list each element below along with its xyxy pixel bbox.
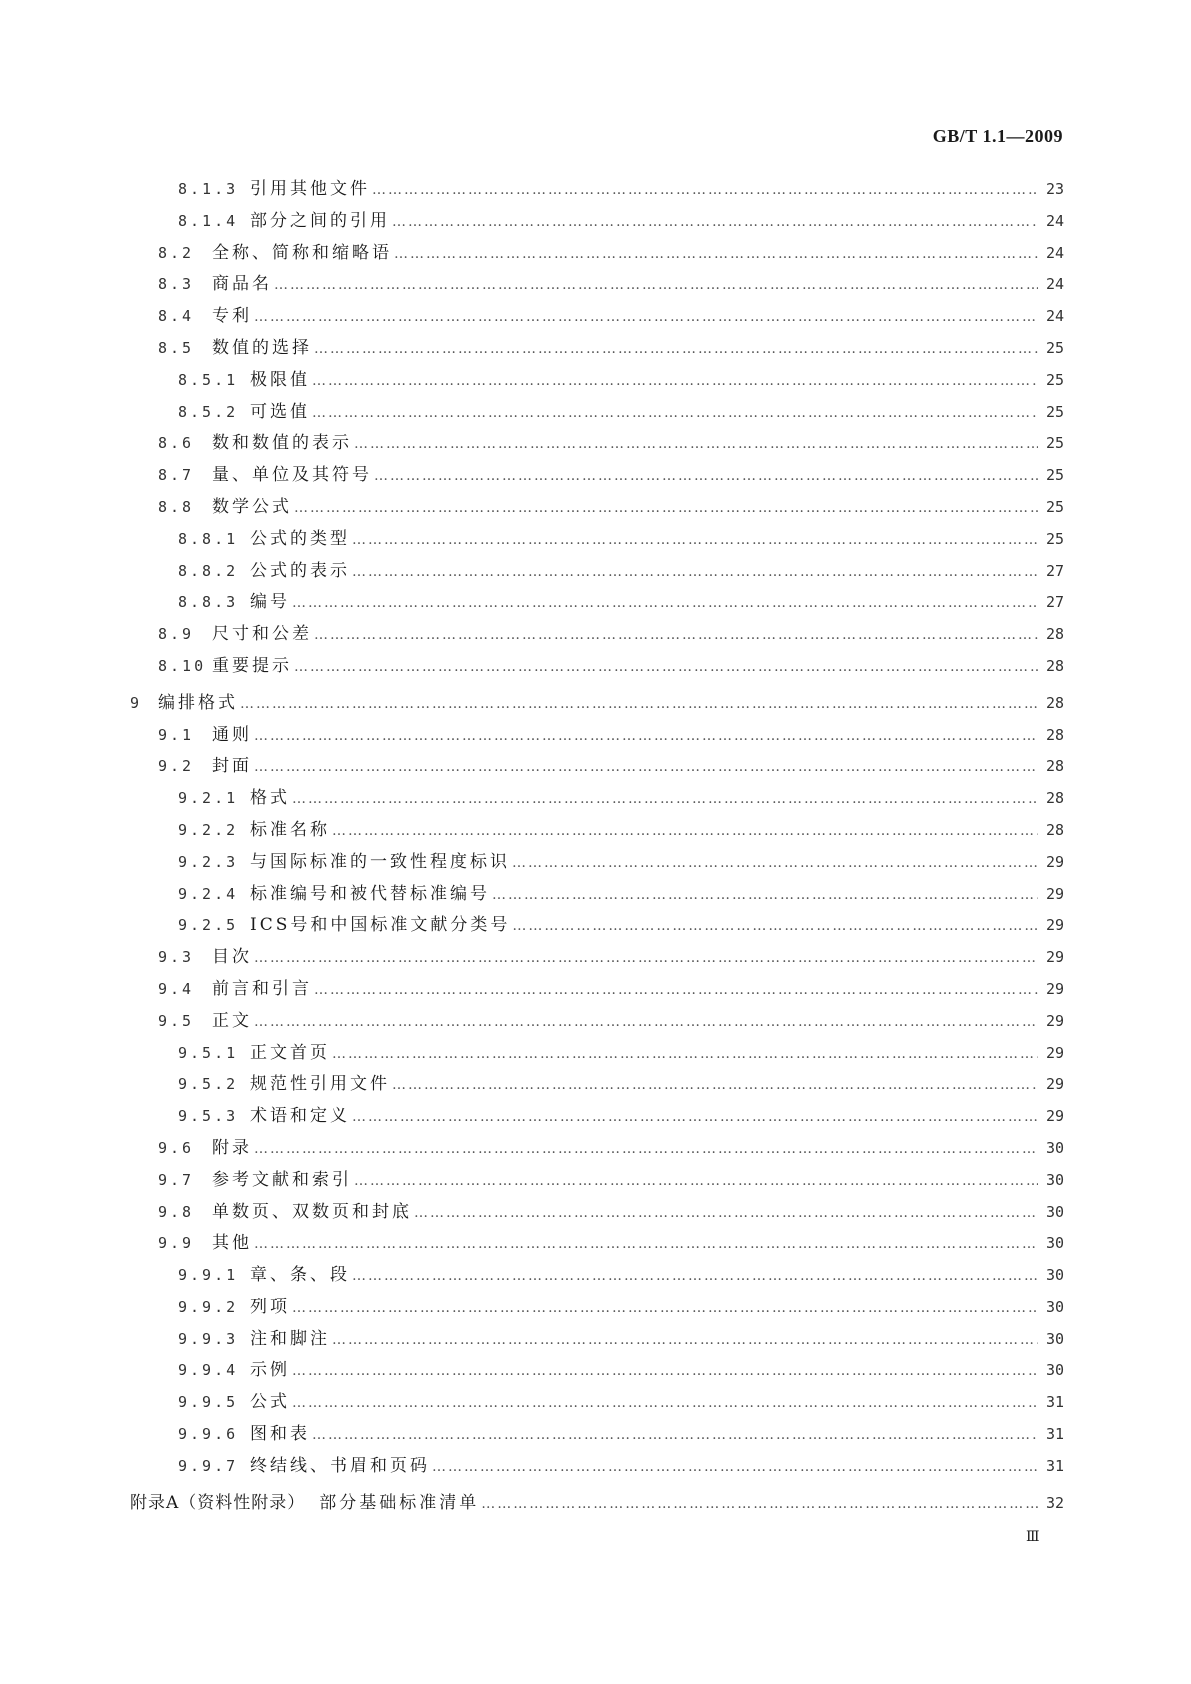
toc-entry-number: 8.9	[158, 625, 195, 644]
dot-leader	[432, 1457, 1038, 1477]
toc-entry-title: 注和脚注	[250, 1328, 330, 1349]
toc-entry-page: 28	[1045, 757, 1064, 776]
toc-entry-title: 极限值	[250, 369, 310, 390]
toc-entry[interactable]	[130, 693, 1064, 725]
toc-entry[interactable]	[130, 370, 1064, 402]
dot-leader	[374, 466, 1038, 486]
toc-entry-page: 27	[1045, 561, 1064, 580]
toc-entry[interactable]	[130, 1202, 1064, 1234]
toc-entry-title: 重要提示	[212, 655, 292, 676]
dot-leader	[512, 853, 1038, 873]
toc-entry[interactable]	[130, 852, 1064, 884]
toc-entry-title: 封面	[212, 756, 252, 777]
toc-entry-page: 29	[1045, 852, 1064, 871]
toc-entry-number: 9.8	[158, 1202, 195, 1221]
dot-leader	[512, 916, 1038, 936]
dot-leader	[314, 980, 1038, 1000]
toc-entry[interactable]	[130, 497, 1064, 529]
toc-entry-page: 29	[1045, 1043, 1064, 1062]
toc-entry[interactable]	[130, 1265, 1064, 1297]
toc-entry[interactable]	[130, 561, 1064, 593]
toc-entry-page: 25	[1045, 402, 1064, 421]
toc-entry-number: 9.2.3	[178, 852, 239, 871]
toc-entry-title: 可选值	[250, 401, 310, 422]
toc-entry-page: 29	[1045, 1011, 1064, 1030]
toc-entry-page: 28	[1045, 789, 1064, 808]
toc-entry[interactable]	[130, 338, 1064, 370]
toc-entry-page: 25	[1045, 338, 1064, 357]
toc-entry-title: 示例	[250, 1360, 290, 1381]
toc-entry[interactable]	[130, 1074, 1064, 1106]
toc-entry-title: 前言和引言	[212, 978, 312, 999]
toc-entry-page: 30	[1045, 1170, 1064, 1189]
toc-entry[interactable]	[130, 947, 1064, 979]
toc-entry-page: 29	[1045, 1107, 1064, 1126]
dot-leader	[332, 821, 1038, 841]
toc-entry[interactable]	[130, 1424, 1064, 1456]
dot-leader	[312, 371, 1038, 391]
dot-leader	[274, 275, 1038, 295]
toc-entry-number: 8.8.3	[178, 593, 239, 612]
toc-entry-number: 9	[130, 693, 143, 712]
toc-entry[interactable]	[130, 820, 1064, 852]
toc-entry[interactable]	[130, 1106, 1064, 1138]
toc-entry-number: 8.8.2	[178, 561, 239, 580]
toc-entry-number: 9.2.2	[178, 820, 239, 839]
dot-leader	[254, 726, 1038, 746]
toc-entry-number: 9.9.5	[178, 1393, 239, 1412]
appendix-label: 附录A（资料性附录）	[130, 1492, 306, 1513]
toc-entry[interactable]	[130, 1392, 1064, 1424]
toc-entry-title: 尺寸和公差	[212, 624, 312, 645]
toc-entry-page: 25	[1045, 466, 1064, 485]
toc-entry-page: 29	[1045, 948, 1064, 967]
toc-entry-page: 29	[1045, 916, 1064, 935]
toc-entry[interactable]	[130, 465, 1064, 497]
toc-entry-title: 量、单位及其符号	[212, 465, 372, 486]
toc-entry-title: 全称、简称和缩略语	[212, 242, 392, 263]
toc-entry-title: 章、条、段	[250, 1265, 350, 1286]
toc-entry[interactable]	[130, 529, 1064, 561]
toc-entry-page: 27	[1045, 593, 1064, 612]
toc-entry[interactable]	[130, 1043, 1064, 1075]
toc-entry-title: 规范性引用文件	[250, 1074, 390, 1095]
toc-entry-page: 31	[1045, 1393, 1064, 1412]
toc-entry[interactable]	[130, 274, 1064, 306]
toc-entry-number: 8.1.4	[178, 211, 239, 230]
toc-entry-number: 9.4	[158, 979, 195, 998]
appendix-page: 32	[1045, 1493, 1064, 1512]
toc-entry-number: 9.2	[158, 757, 195, 776]
dot-leader	[414, 1203, 1038, 1223]
toc-entry[interactable]	[130, 1456, 1064, 1488]
dot-leader	[292, 1361, 1038, 1381]
toc-entry[interactable]	[130, 624, 1064, 656]
dot-leader	[392, 1075, 1038, 1095]
toc-entry-number: 9.9.6	[178, 1425, 239, 1444]
toc-entry-number: 9.5.2	[178, 1075, 239, 1094]
toc-entry[interactable]	[130, 306, 1064, 338]
toc-entry[interactable]	[130, 756, 1064, 788]
toc-entry-number: 9.9.1	[178, 1266, 239, 1285]
toc-entry[interactable]	[130, 1170, 1064, 1202]
toc-entry-page: 28	[1045, 820, 1064, 839]
toc-entry-number: 9.1	[158, 725, 195, 744]
toc-entry-number: 8.5.1	[178, 370, 239, 389]
toc-entry-number: 8.6	[158, 434, 195, 453]
toc-entry-title: ICS号和中国标准文献分类号	[250, 915, 511, 936]
dot-leader	[254, 948, 1038, 968]
toc-entry-page: 23	[1045, 180, 1064, 198]
toc-entry-page: 25	[1045, 370, 1064, 389]
toc-entry-title: 商品名	[212, 274, 272, 295]
dot-leader	[294, 498, 1038, 518]
toc-entry-page: 30	[1045, 1138, 1064, 1157]
toc-entry-page: 30	[1045, 1297, 1064, 1316]
dot-leader	[254, 1012, 1038, 1032]
toc-entry-page: 30	[1045, 1202, 1064, 1221]
toc-entry-title: 公式	[250, 1392, 290, 1413]
toc-entry-page: 29	[1045, 1075, 1064, 1094]
toc-entry-number: 9.9.2	[178, 1297, 239, 1316]
dot-leader	[352, 562, 1038, 582]
toc-entry-number: 9.2.1	[178, 789, 239, 808]
toc-entry-number: 9.5.3	[178, 1107, 239, 1126]
toc-entry-title: 术语和定义	[250, 1106, 350, 1127]
toc-entry-page: 24	[1045, 307, 1064, 326]
toc-entry-title: 引用其他文件	[250, 179, 370, 199]
toc-entry[interactable]	[130, 179, 1064, 211]
toc-entry-title: 正文首页	[250, 1042, 330, 1063]
toc-entry-number: 9.7	[158, 1170, 195, 1189]
toc-entry[interactable]	[130, 1011, 1064, 1043]
toc-entry-page: 24	[1045, 275, 1064, 294]
dot-leader	[352, 1107, 1038, 1127]
toc-entry-title: 列项	[250, 1296, 290, 1317]
toc-entry-page: 25	[1045, 529, 1064, 548]
toc-entry-page: 28	[1045, 725, 1064, 744]
toc-entry-number: 8.2	[158, 243, 195, 262]
toc-entry-number: 9.2.5	[178, 916, 239, 935]
toc-entry-number: 9.5	[158, 1011, 195, 1030]
dot-leader	[354, 434, 1038, 454]
dot-leader	[254, 307, 1038, 327]
toc-entry-title: 公式的表示	[250, 560, 350, 581]
dot-leader	[292, 1393, 1038, 1413]
dot-leader	[394, 244, 1038, 264]
toc-entry-number: 8.4	[158, 307, 195, 326]
dot-leader	[254, 1234, 1038, 1254]
dot-leader	[312, 1425, 1038, 1445]
toc-entry-number: 9.3	[158, 948, 195, 967]
dot-leader	[481, 1494, 1038, 1514]
toc-entry-title: 图和表	[250, 1424, 310, 1445]
dot-leader	[354, 1171, 1038, 1191]
table-of-contents	[130, 179, 1064, 1524]
page-number-footer: Ⅲ	[1026, 1530, 1039, 1545]
toc-entry[interactable]	[130, 725, 1064, 757]
toc-entry-number: 8.10	[158, 656, 207, 675]
toc-entry-title: 格式	[250, 788, 290, 809]
toc-entry[interactable]	[130, 1360, 1064, 1392]
toc-entry-page: 30	[1045, 1329, 1064, 1348]
dot-leader	[314, 625, 1038, 645]
dot-leader	[352, 1266, 1038, 1286]
toc-entry-title: 编排格式	[158, 692, 238, 713]
toc-entry-title: 编号	[250, 592, 290, 613]
toc-entry-number: 9.9.7	[178, 1456, 239, 1475]
toc-entry-number: 9.2.4	[178, 884, 239, 903]
toc-entry-title: 通则	[212, 724, 252, 745]
page-header-standard-code: GB/T 1.1—2009	[932, 126, 1063, 146]
toc-entry-title: 数和数值的表示	[212, 433, 352, 454]
toc-entry-title: 标准名称	[250, 819, 330, 840]
dot-leader	[392, 212, 1038, 232]
dot-leader	[314, 339, 1038, 359]
toc-entry[interactable]	[130, 788, 1064, 820]
toc-entry[interactable]	[130, 884, 1064, 916]
dot-leader	[292, 789, 1038, 809]
toc-entry-number: 8.5.2	[178, 402, 239, 421]
toc-entry-title: 单数页、双数页和封底	[212, 1201, 412, 1222]
toc-entry-title: 参考文献和索引	[212, 1169, 352, 1190]
dot-leader	[352, 530, 1038, 550]
toc-entry-page: 29	[1045, 979, 1064, 998]
toc-entry-number: 8.7	[158, 466, 195, 485]
toc-entry-number: 9.9.4	[178, 1361, 239, 1380]
toc-entry[interactable]	[130, 211, 1064, 243]
dot-leader	[240, 694, 1038, 714]
toc-entry-page: 28	[1045, 656, 1064, 675]
toc-entry-page: 31	[1045, 1456, 1064, 1475]
dot-leader	[372, 180, 1038, 200]
toc-entry-page: 24	[1045, 211, 1064, 230]
toc-entry-page: 30	[1045, 1234, 1064, 1253]
toc-entry[interactable]	[130, 979, 1064, 1011]
toc-entry[interactable]	[130, 1233, 1064, 1265]
toc-entry-title: 标准编号和被代替标准编号	[250, 883, 490, 904]
toc-entry-page: 25	[1045, 434, 1064, 453]
toc-entry-title: 目次	[212, 947, 252, 968]
toc-entry[interactable]	[130, 1329, 1064, 1361]
toc-entry[interactable]	[130, 592, 1064, 624]
dot-leader	[492, 885, 1038, 905]
toc-entry[interactable]	[130, 1138, 1064, 1170]
toc-entry-number: 8.8	[158, 497, 195, 516]
toc-entry-title: 数学公式	[212, 496, 292, 517]
toc-entry-title: 终结线、书眉和页码	[250, 1455, 430, 1476]
toc-entry-title: 正文	[212, 1010, 252, 1031]
toc-entry-page: 28	[1045, 693, 1064, 712]
toc-entry[interactable]	[130, 243, 1064, 275]
toc-entry-title: 数值的选择	[212, 337, 312, 358]
toc-entry-page: 30	[1045, 1266, 1064, 1285]
toc-entry-page: 24	[1045, 243, 1064, 262]
toc-entry[interactable]	[130, 915, 1064, 947]
dot-leader	[294, 657, 1038, 677]
toc-entry-title: 与国际标准的一致性程度标识	[250, 851, 510, 872]
toc-entry-title: 其他	[212, 1233, 252, 1254]
dot-leader	[312, 403, 1038, 423]
toc-entry-page: 28	[1045, 625, 1064, 644]
toc-entry-title: 部分之间的引用	[250, 210, 390, 231]
dot-leader	[254, 1139, 1038, 1159]
toc-entry-number: 8.3	[158, 275, 195, 294]
toc-entry[interactable]	[130, 402, 1064, 434]
toc-entry[interactable]	[130, 433, 1064, 465]
toc-entry-title: 附录	[212, 1137, 252, 1158]
appendix-title: 部分基础标准清单	[319, 1492, 480, 1513]
dot-leader	[292, 593, 1038, 613]
dot-leader	[292, 1298, 1038, 1318]
toc-entry-page: 25	[1045, 497, 1064, 516]
toc-entry-number: 8.8.1	[178, 529, 239, 548]
toc-entry-number: 9.5.1	[178, 1043, 239, 1062]
dot-leader	[332, 1044, 1038, 1064]
toc-entry-number: 8.1.3	[178, 180, 239, 198]
toc-entry-title: 专利	[212, 306, 252, 327]
toc-entry-number: 9.6	[158, 1138, 195, 1157]
toc-entry-number: 9.9	[158, 1234, 195, 1253]
dot-leader	[254, 757, 1038, 777]
toc-entry-title: 公式的类型	[250, 528, 350, 549]
toc-entry[interactable]	[130, 656, 1064, 688]
toc-entry-number: 8.5	[158, 338, 195, 357]
toc-entry-number: 9.9.3	[178, 1329, 239, 1348]
dot-leader	[332, 1330, 1038, 1350]
toc-entry-page: 30	[1045, 1361, 1064, 1380]
toc-entry-page: 31	[1045, 1425, 1064, 1444]
toc-entry-page: 29	[1045, 884, 1064, 903]
toc-appendix-entry[interactable]	[130, 1493, 1064, 1525]
toc-entry[interactable]	[130, 1297, 1064, 1329]
